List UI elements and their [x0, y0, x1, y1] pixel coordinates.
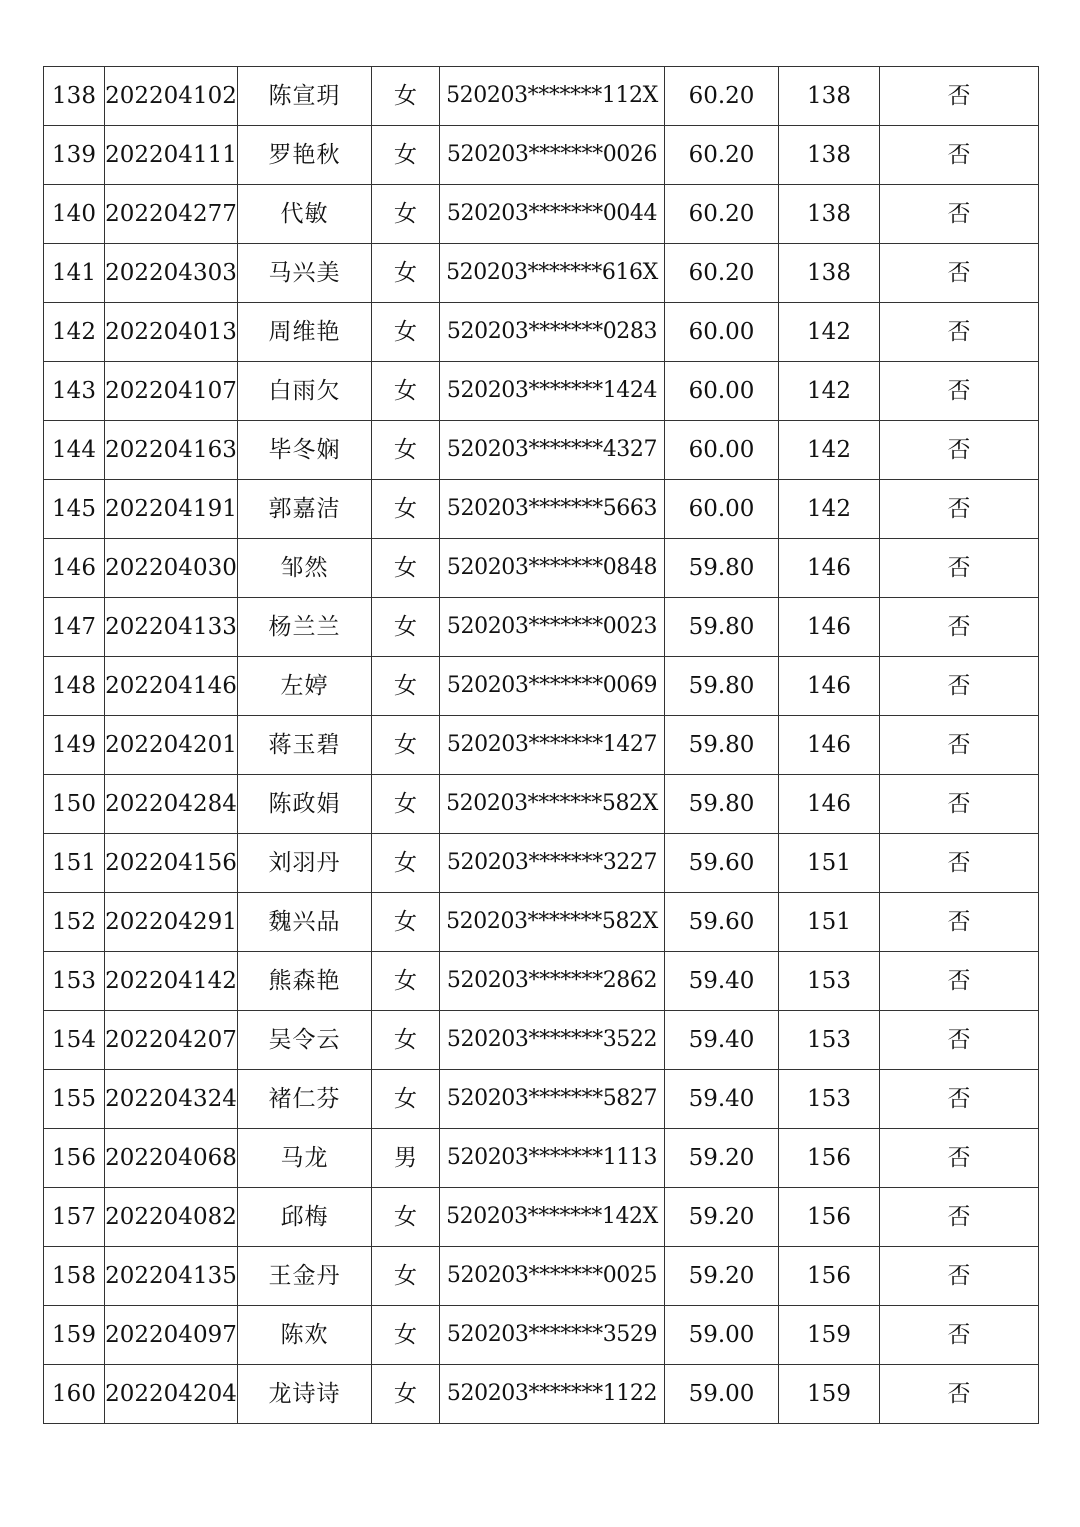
- gender-cell: 女: [372, 952, 440, 1011]
- exam-number-cell: 202204277: [105, 185, 238, 244]
- table-row: [44, 1306, 1039, 1365]
- status-cell: 否: [880, 539, 1039, 598]
- id-number-cell: 520203*******0848: [440, 539, 665, 598]
- name-cell: 龙诗诗: [238, 1365, 372, 1424]
- row-number-cell: 159: [44, 1306, 105, 1365]
- name-cell: 白雨欠: [238, 362, 372, 421]
- row-number-cell: 150: [44, 775, 105, 834]
- table-row: [44, 952, 1039, 1011]
- name-cell: 魏兴品: [238, 893, 372, 952]
- table-row: [44, 1365, 1039, 1424]
- name-cell: 刘羽丹: [238, 834, 372, 893]
- gender-cell: 女: [372, 716, 440, 775]
- table-row: [44, 716, 1039, 775]
- score-cell: 60.20: [665, 244, 779, 303]
- exam-number-cell: 202204207: [105, 1011, 238, 1070]
- status-cell: 否: [880, 1129, 1039, 1188]
- rank-cell: 151: [779, 834, 880, 893]
- status-cell: 否: [880, 303, 1039, 362]
- gender-cell: 女: [372, 598, 440, 657]
- status-cell: 否: [880, 1070, 1039, 1129]
- gender-cell: 女: [372, 834, 440, 893]
- results-table-body: [44, 67, 1039, 1424]
- name-cell: 左婷: [238, 657, 372, 716]
- score-cell: 59.20: [665, 1129, 779, 1188]
- id-number-cell: 520203*******4327: [440, 421, 665, 480]
- row-number-cell: 155: [44, 1070, 105, 1129]
- table-row: [44, 834, 1039, 893]
- id-number-cell: 520203*******582X: [440, 775, 665, 834]
- score-cell: 59.60: [665, 893, 779, 952]
- table-row: [44, 1129, 1039, 1188]
- exam-number-cell: 202204111: [105, 126, 238, 185]
- exam-number-cell: 202204097: [105, 1306, 238, 1365]
- rank-cell: 142: [779, 362, 880, 421]
- name-cell: 毕冬娴: [238, 421, 372, 480]
- row-number-cell: 153: [44, 952, 105, 1011]
- name-cell: 褚仁芬: [238, 1070, 372, 1129]
- table-row: [44, 775, 1039, 834]
- name-cell: 陈政娟: [238, 775, 372, 834]
- status-cell: 否: [880, 421, 1039, 480]
- gender-cell: 女: [372, 480, 440, 539]
- row-number-cell: 151: [44, 834, 105, 893]
- name-cell: 吴令云: [238, 1011, 372, 1070]
- table-row: [44, 421, 1039, 480]
- score-cell: 60.20: [665, 185, 779, 244]
- id-number-cell: 520203*******0026: [440, 126, 665, 185]
- id-number-cell: 520203*******1424: [440, 362, 665, 421]
- rank-cell: 153: [779, 1011, 880, 1070]
- rank-cell: 146: [779, 657, 880, 716]
- exam-number-cell: 202204156: [105, 834, 238, 893]
- score-cell: 59.00: [665, 1365, 779, 1424]
- gender-cell: 女: [372, 126, 440, 185]
- id-number-cell: 520203*******1113: [440, 1129, 665, 1188]
- table-row: [44, 657, 1039, 716]
- rank-cell: 146: [779, 775, 880, 834]
- id-number-cell: 520203*******0044: [440, 185, 665, 244]
- status-cell: 否: [880, 362, 1039, 421]
- table-row: [44, 67, 1039, 126]
- row-number-cell: 158: [44, 1247, 105, 1306]
- status-cell: 否: [880, 185, 1039, 244]
- exam-number-cell: 202204146: [105, 657, 238, 716]
- gender-cell: 女: [372, 362, 440, 421]
- row-number-cell: 141: [44, 244, 105, 303]
- status-cell: 否: [880, 126, 1039, 185]
- exam-number-cell: 202204030: [105, 539, 238, 598]
- score-cell: 59.80: [665, 539, 779, 598]
- status-cell: 否: [880, 244, 1039, 303]
- status-cell: 否: [880, 1188, 1039, 1247]
- status-cell: 否: [880, 834, 1039, 893]
- gender-cell: 女: [372, 657, 440, 716]
- score-cell: 60.00: [665, 303, 779, 362]
- exam-number-cell: 202204013: [105, 303, 238, 362]
- status-cell: 否: [880, 1306, 1039, 1365]
- gender-cell: 女: [372, 893, 440, 952]
- status-cell: 否: [880, 67, 1039, 126]
- rank-cell: 146: [779, 539, 880, 598]
- name-cell: 陈欢: [238, 1306, 372, 1365]
- id-number-cell: 520203*******3227: [440, 834, 665, 893]
- score-cell: 59.40: [665, 952, 779, 1011]
- rank-cell: 146: [779, 716, 880, 775]
- name-cell: 代敏: [238, 185, 372, 244]
- status-cell: 否: [880, 775, 1039, 834]
- gender-cell: 女: [372, 775, 440, 834]
- rank-cell: 138: [779, 185, 880, 244]
- id-number-cell: 520203*******142X: [440, 1188, 665, 1247]
- exam-number-cell: 202204163: [105, 421, 238, 480]
- rank-cell: 156: [779, 1129, 880, 1188]
- gender-cell: 女: [372, 1247, 440, 1306]
- table-row: [44, 244, 1039, 303]
- name-cell: 蒋玉碧: [238, 716, 372, 775]
- gender-cell: 男: [372, 1129, 440, 1188]
- row-number-cell: 156: [44, 1129, 105, 1188]
- id-number-cell: 520203*******1122: [440, 1365, 665, 1424]
- row-number-cell: 152: [44, 893, 105, 952]
- status-cell: 否: [880, 598, 1039, 657]
- id-number-cell: 520203*******0283: [440, 303, 665, 362]
- exam-number-cell: 202204082: [105, 1188, 238, 1247]
- status-cell: 否: [880, 716, 1039, 775]
- score-cell: 59.20: [665, 1247, 779, 1306]
- row-number-cell: 147: [44, 598, 105, 657]
- score-cell: 59.20: [665, 1188, 779, 1247]
- table-row: [44, 303, 1039, 362]
- id-number-cell: 520203*******582X: [440, 893, 665, 952]
- score-cell: 59.60: [665, 834, 779, 893]
- id-number-cell: 520203*******0069: [440, 657, 665, 716]
- id-number-cell: 520203*******3529: [440, 1306, 665, 1365]
- exam-number-cell: 202204102: [105, 67, 238, 126]
- exam-number-cell: 202204303: [105, 244, 238, 303]
- score-cell: 60.00: [665, 421, 779, 480]
- results-table: [43, 66, 1039, 1424]
- gender-cell: 女: [372, 1188, 440, 1247]
- row-number-cell: 149: [44, 716, 105, 775]
- gender-cell: 女: [372, 1365, 440, 1424]
- row-number-cell: 146: [44, 539, 105, 598]
- exam-number-cell: 202204068: [105, 1129, 238, 1188]
- name-cell: 陈宣玥: [238, 67, 372, 126]
- gender-cell: 女: [372, 421, 440, 480]
- table-row: [44, 126, 1039, 185]
- row-number-cell: 143: [44, 362, 105, 421]
- rank-cell: 153: [779, 952, 880, 1011]
- table-row: [44, 1070, 1039, 1129]
- exam-number-cell: 202204324: [105, 1070, 238, 1129]
- status-cell: 否: [880, 1247, 1039, 1306]
- id-number-cell: 520203*******112X: [440, 67, 665, 126]
- name-cell: 邱梅: [238, 1188, 372, 1247]
- gender-cell: 女: [372, 244, 440, 303]
- status-cell: 否: [880, 952, 1039, 1011]
- table-row: [44, 362, 1039, 421]
- status-cell: 否: [880, 1011, 1039, 1070]
- score-cell: 59.80: [665, 716, 779, 775]
- status-cell: 否: [880, 1365, 1039, 1424]
- row-number-cell: 139: [44, 126, 105, 185]
- rank-cell: 156: [779, 1247, 880, 1306]
- rank-cell: 159: [779, 1365, 880, 1424]
- rank-cell: 153: [779, 1070, 880, 1129]
- score-cell: 60.20: [665, 67, 779, 126]
- exam-number-cell: 202204191: [105, 480, 238, 539]
- name-cell: 王金丹: [238, 1247, 372, 1306]
- name-cell: 周维艳: [238, 303, 372, 362]
- rank-cell: 146: [779, 598, 880, 657]
- row-number-cell: 142: [44, 303, 105, 362]
- score-cell: 59.80: [665, 598, 779, 657]
- row-number-cell: 154: [44, 1011, 105, 1070]
- name-cell: 罗艳秋: [238, 126, 372, 185]
- status-cell: 否: [880, 480, 1039, 539]
- rank-cell: 156: [779, 1188, 880, 1247]
- name-cell: 杨兰兰: [238, 598, 372, 657]
- table-row: [44, 598, 1039, 657]
- row-number-cell: 140: [44, 185, 105, 244]
- gender-cell: 女: [372, 1070, 440, 1129]
- gender-cell: 女: [372, 1011, 440, 1070]
- row-number-cell: 160: [44, 1365, 105, 1424]
- gender-cell: 女: [372, 303, 440, 362]
- gender-cell: 女: [372, 1306, 440, 1365]
- score-cell: 60.00: [665, 362, 779, 421]
- rank-cell: 159: [779, 1306, 880, 1365]
- rank-cell: 142: [779, 421, 880, 480]
- exam-number-cell: 202204284: [105, 775, 238, 834]
- name-cell: 熊森艳: [238, 952, 372, 1011]
- score-cell: 59.40: [665, 1070, 779, 1129]
- score-cell: 59.80: [665, 657, 779, 716]
- exam-number-cell: 202204133: [105, 598, 238, 657]
- exam-number-cell: 202204142: [105, 952, 238, 1011]
- rank-cell: 151: [779, 893, 880, 952]
- name-cell: 郭嘉洁: [238, 480, 372, 539]
- table-row: [44, 1247, 1039, 1306]
- table-row: [44, 539, 1039, 598]
- id-number-cell: 520203*******5827: [440, 1070, 665, 1129]
- status-cell: 否: [880, 657, 1039, 716]
- score-cell: 60.00: [665, 480, 779, 539]
- row-number-cell: 145: [44, 480, 105, 539]
- exam-number-cell: 202204107: [105, 362, 238, 421]
- id-number-cell: 520203*******2862: [440, 952, 665, 1011]
- id-number-cell: 520203*******0025: [440, 1247, 665, 1306]
- table-row: [44, 1188, 1039, 1247]
- score-cell: 59.80: [665, 775, 779, 834]
- row-number-cell: 157: [44, 1188, 105, 1247]
- gender-cell: 女: [372, 539, 440, 598]
- status-cell: 否: [880, 893, 1039, 952]
- id-number-cell: 520203*******616X: [440, 244, 665, 303]
- exam-number-cell: 202204291: [105, 893, 238, 952]
- rank-cell: 142: [779, 480, 880, 539]
- gender-cell: 女: [372, 185, 440, 244]
- name-cell: 马龙: [238, 1129, 372, 1188]
- id-number-cell: 520203*******3522: [440, 1011, 665, 1070]
- row-number-cell: 138: [44, 67, 105, 126]
- row-number-cell: 148: [44, 657, 105, 716]
- exam-number-cell: 202204135: [105, 1247, 238, 1306]
- id-number-cell: 520203*******5663: [440, 480, 665, 539]
- table-row: [44, 1011, 1039, 1070]
- exam-number-cell: 202204204: [105, 1365, 238, 1424]
- exam-number-cell: 202204201: [105, 716, 238, 775]
- table-row: [44, 480, 1039, 539]
- gender-cell: 女: [372, 67, 440, 126]
- rank-cell: 138: [779, 67, 880, 126]
- id-number-cell: 520203*******0023: [440, 598, 665, 657]
- rank-cell: 138: [779, 244, 880, 303]
- score-cell: 60.20: [665, 126, 779, 185]
- name-cell: 马兴美: [238, 244, 372, 303]
- id-number-cell: 520203*******1427: [440, 716, 665, 775]
- table-row: [44, 893, 1039, 952]
- rank-cell: 138: [779, 126, 880, 185]
- rank-cell: 142: [779, 303, 880, 362]
- score-cell: 59.40: [665, 1011, 779, 1070]
- row-number-cell: 144: [44, 421, 105, 480]
- name-cell: 邹然: [238, 539, 372, 598]
- score-cell: 59.00: [665, 1306, 779, 1365]
- table-row: [44, 185, 1039, 244]
